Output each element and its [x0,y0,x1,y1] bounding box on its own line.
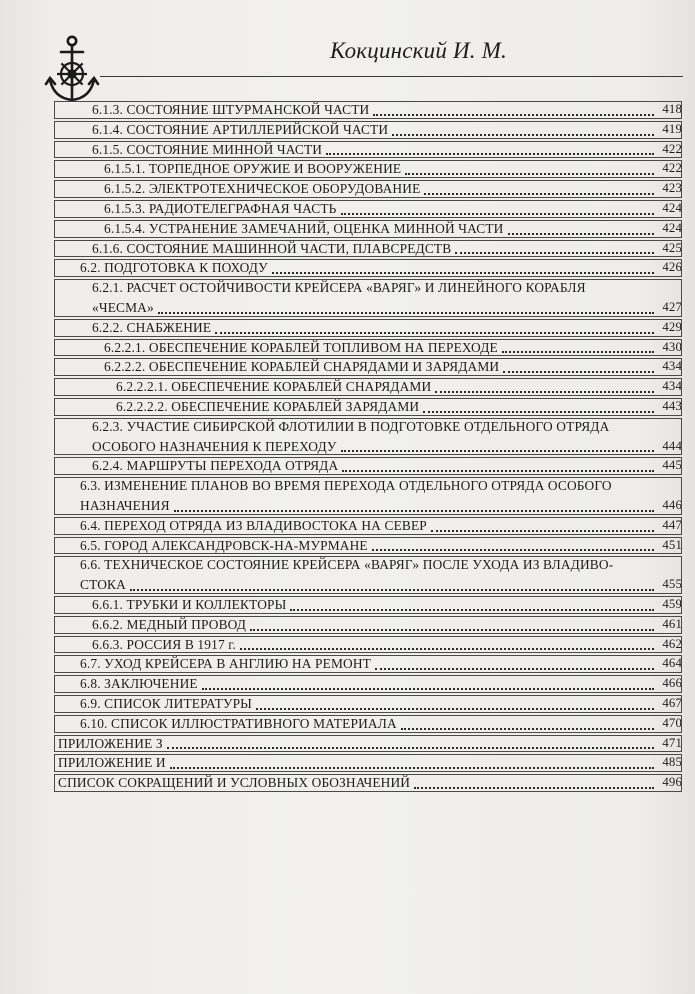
dot-leader [423,410,654,413]
toc-entry[interactable] [58,239,682,259]
dot-leader [341,449,654,452]
dot-leader [435,390,654,393]
toc-entry[interactable] [58,694,682,714]
toc-entry-title: СПИСОК СОКРАЩЕНИЙ И УСЛОВНЫХ ОБОЗНАЧЕНИЙ [58,775,411,791]
toc-entry[interactable] [58,357,682,377]
toc-page-number: 418 [662,102,682,116]
toc-page-number: 424 [662,220,682,235]
toc-entry[interactable] [58,773,682,793]
toc-entry-title: 6.5. ГОРОД АЛЕКСАНДРОВСК-НА-МУРМАНЕ [80,537,368,553]
toc-page-number: 459 [662,596,682,611]
toc-page-number: 467 [662,695,682,710]
toc-entry[interactable] [58,536,682,556]
toc-page-number: 444 [662,438,682,453]
dot-leader [375,667,654,670]
dot-leader [431,529,654,532]
toc-entry[interactable] [58,179,682,199]
dot-leader [424,192,654,195]
dot-leader [392,133,654,136]
toc-page-number: 466 [662,676,682,691]
toc-page-number: 423 [662,181,682,196]
toc-entry-title: 6.2.2.2.2. ОБЕСПЕЧЕНИЕ КОРАБЛЕЙ ЗАРЯДАМИ [116,398,420,414]
toc-page-number: 445 [662,458,682,473]
toc-entry[interactable] [58,278,682,318]
toc-entry[interactable] [58,635,682,655]
dot-leader [290,608,654,611]
toc-entry-title: 6.4. ПЕРЕХОД ОТРЯДА ИЗ ВЛАДИВОСТОКА НА СЕВЕР [80,517,427,533]
toc-page-number: 422 [662,141,682,156]
toc-page-number: 464 [662,656,682,671]
toc-entry-title: 6.1.5.4. УСТРАНЕНИЕ ЗАМЕЧАНИЙ, ОЦЕНКА МИННОЙ ЧАСТИ [104,220,504,236]
toc-entry[interactable] [58,258,682,278]
dot-leader [256,707,654,710]
toc-entry[interactable] [58,417,682,457]
toc-entry-title: 6.2.2.1. ОБЕСПЕЧЕНИЕ КОРАБЛЕЙ ТОПЛИВОМ НА ПЕРЕХОДЕ [104,339,498,355]
toc-entry-title: 6.1.3. СОСТОЯНИЕ ШТУРМАНСКОЙ ЧАСТИ [92,102,370,117]
toc-entry-title: НАЗНАЧЕНИЯ [80,497,170,513]
toc-page-number: 430 [662,339,682,354]
toc-entry[interactable] [58,595,682,615]
toc-entry-title: ПРИЛОЖЕНИЕ З [58,735,163,751]
toc-entry[interactable] [58,753,682,773]
toc-page-number: 455 [662,577,682,592]
toc-entry-title: 6.2.4. МАРШРУТЫ ПЕРЕХОДА ОТРЯДА [92,458,339,474]
toc-entry-title: 6.1.5.2. ЭЛЕКТРОТЕХНИЧЕСКОЕ ОБОРУДОВАНИЕ [104,181,421,197]
running-header-author: Кокцинский И. М. [330,38,508,63]
toc-entry[interactable] [58,219,682,239]
toc-entry-title: 6.10. СПИСОК ИЛЛЮСТРАТИВНОГО МАТЕРИАЛА [80,715,397,731]
toc-entry[interactable] [58,140,682,160]
toc-entry[interactable] [58,734,682,754]
toc-entry-title: 6.2.3. УЧАСТИЕ СИБИРСКОЙ ФЛОТИЛИИ В ПОДГОТОВКЕ ОТДЕЛЬНОГО ОТРЯДА [92,418,610,434]
toc-entry[interactable] [58,615,682,635]
dot-leader [202,687,654,690]
toc-entry[interactable] [58,654,682,674]
toc-entry-title: 6.2.2. СНАБЖЕНИЕ [92,319,212,335]
toc-entry-title: 6.1.5.3. РАДИОТЕЛЕГРАФНАЯ ЧАСТЬ [104,200,337,216]
toc-page-number: 461 [662,616,682,631]
toc-entry-title: 6.2. ПОДГОТОВКА К ПОХОДУ [80,260,268,276]
toc-entry-title: 6.6. ТЕХНИЧЕСКОЕ СОСТОЯНИЕ КРЕЙСЕРА «ВАРЯГ» ПОСЛЕ УХОДА ИЗ ВЛАДИВО- [80,557,614,573]
toc-entry-title: 6.2.1. РАСЧЕТ ОСТОЙЧИВОСТИ КРЕЙСЕРА «ВАРЯГ» И ЛИНЕЙНОГО КОРАБЛЯ [92,280,586,296]
dot-leader [401,727,654,730]
toc-entry[interactable] [58,318,682,338]
toc-entry[interactable] [58,456,682,476]
dot-leader [250,628,654,631]
toc-page-number: 462 [662,636,682,651]
toc-page-number: 443 [662,398,682,413]
toc-entry-title: ОСОБОГО НАЗНАЧЕНИЯ К ПЕРЕХОДУ [92,438,337,454]
toc-page-number: 422 [662,161,682,176]
dot-leader [455,251,654,254]
toc-entry-title: 6.6.2. МЕДНЫЙ ПРОВОД [92,616,247,632]
toc-entry-title: 6.7. УХОД КРЕЙСЕРА В АНГЛИЮ НА РЕМОНТ [80,656,371,672]
toc-entry[interactable] [58,377,682,397]
toc-page-number: 470 [662,715,682,730]
anchor-ship-wheel-icon [44,34,100,106]
toc-entry-title: 6.1.5. СОСТОЯНИЕ МИННОЙ ЧАСТИ [92,141,323,157]
toc-entry-title: 6.1.5.1. ТОРПЕДНОЕ ОРУЖИЕ И ВООРУЖЕНИЕ [104,161,402,177]
toc-entry-title: 6.3. ИЗМЕНЕНИЕ ПЛАНОВ ВО ВРЕМЯ ПЕРЕХОДА ОТДЕЛЬНОГО ОТРЯДА ОСОБОГО [80,478,612,494]
dot-leader [215,331,654,334]
dot-leader [167,746,654,749]
toc-entry[interactable] [58,674,682,694]
toc-page-number: 485 [662,755,682,770]
dot-leader [174,509,654,512]
dot-leader [503,370,654,373]
toc-entry-title: 6.6.3. РОССИЯ В 1917 г. [92,636,236,652]
toc-entry-title: 6.1.4. СОСТОЯНИЕ АРТИЛЛЕРИЙСКОЙ ЧАСТИ [92,121,389,137]
toc-entry[interactable] [58,159,682,179]
dot-leader [508,232,654,235]
dot-leader [158,311,654,314]
dot-leader [405,172,654,175]
dot-leader [372,548,654,551]
dot-leader [170,766,654,769]
toc-entry[interactable] [58,555,682,595]
dot-leader [130,588,654,591]
toc-page-number: 451 [662,537,682,552]
toc-page-number: 434 [662,359,682,374]
toc-entry-title: 6.2.2.2.1. ОБЕСПЕЧЕНИЕ КОРАБЛЕЙ СНАРЯДАМИ [116,379,432,395]
toc-page-number: 419 [662,121,682,136]
toc-entry[interactable] [58,714,682,734]
dot-leader [502,350,654,353]
table-of-contents [58,100,682,793]
dot-leader [326,152,654,155]
header-rule [100,76,683,77]
toc-page-number: 427 [662,299,682,314]
toc-page-number: 424 [662,200,682,215]
toc-entry-title: 6.6.1. ТРУБКИ И КОЛЛЕКТОРЫ [92,596,287,612]
dot-leader [373,113,654,116]
toc-entry-title: 6.2.2.2. ОБЕСПЕЧЕНИЕ КОРАБЛЕЙ СНАРЯДАМИ И ЗАРЯДАМИ [104,359,500,375]
toc-page-number: 425 [662,240,682,255]
toc-entry[interactable] [58,397,682,417]
dot-leader [414,786,654,789]
toc-entry-title: 6.8. ЗАКЛЮЧЕНИЕ [80,676,198,692]
toc-page-number: 434 [662,379,682,394]
toc-page-number: 471 [662,735,682,750]
dot-leader [272,271,654,274]
toc-entry[interactable] [58,120,682,140]
dot-leader [341,212,655,215]
toc-entry-title: 6.1.6. СОСТОЯНИЕ МАШИННОЙ ЧАСТИ, ПЛАВСРЕДСТВ [92,240,452,256]
dot-leader [342,469,654,472]
toc-page-number: 446 [662,497,682,512]
toc-page-number: 426 [662,260,682,275]
toc-entry[interactable] [58,476,682,516]
toc-entry-title: 6.9. СПИСОК ЛИТЕРАТУРЫ [80,695,253,711]
toc-page-number: 447 [662,517,682,532]
toc-entry[interactable] [58,199,682,219]
toc-entry[interactable] [58,338,682,358]
toc-page-number: 429 [662,319,682,334]
toc-entry[interactable] [58,516,682,536]
toc-entry[interactable] [58,100,682,120]
dot-leader [240,647,654,650]
toc-page-number: 496 [662,775,682,790]
toc-entry-title: «ЧЕСМА» [92,299,154,315]
toc-entry-title: СТОКА [80,577,126,593]
toc-entry-title: ПРИЛОЖЕНИЕ И [58,755,166,771]
